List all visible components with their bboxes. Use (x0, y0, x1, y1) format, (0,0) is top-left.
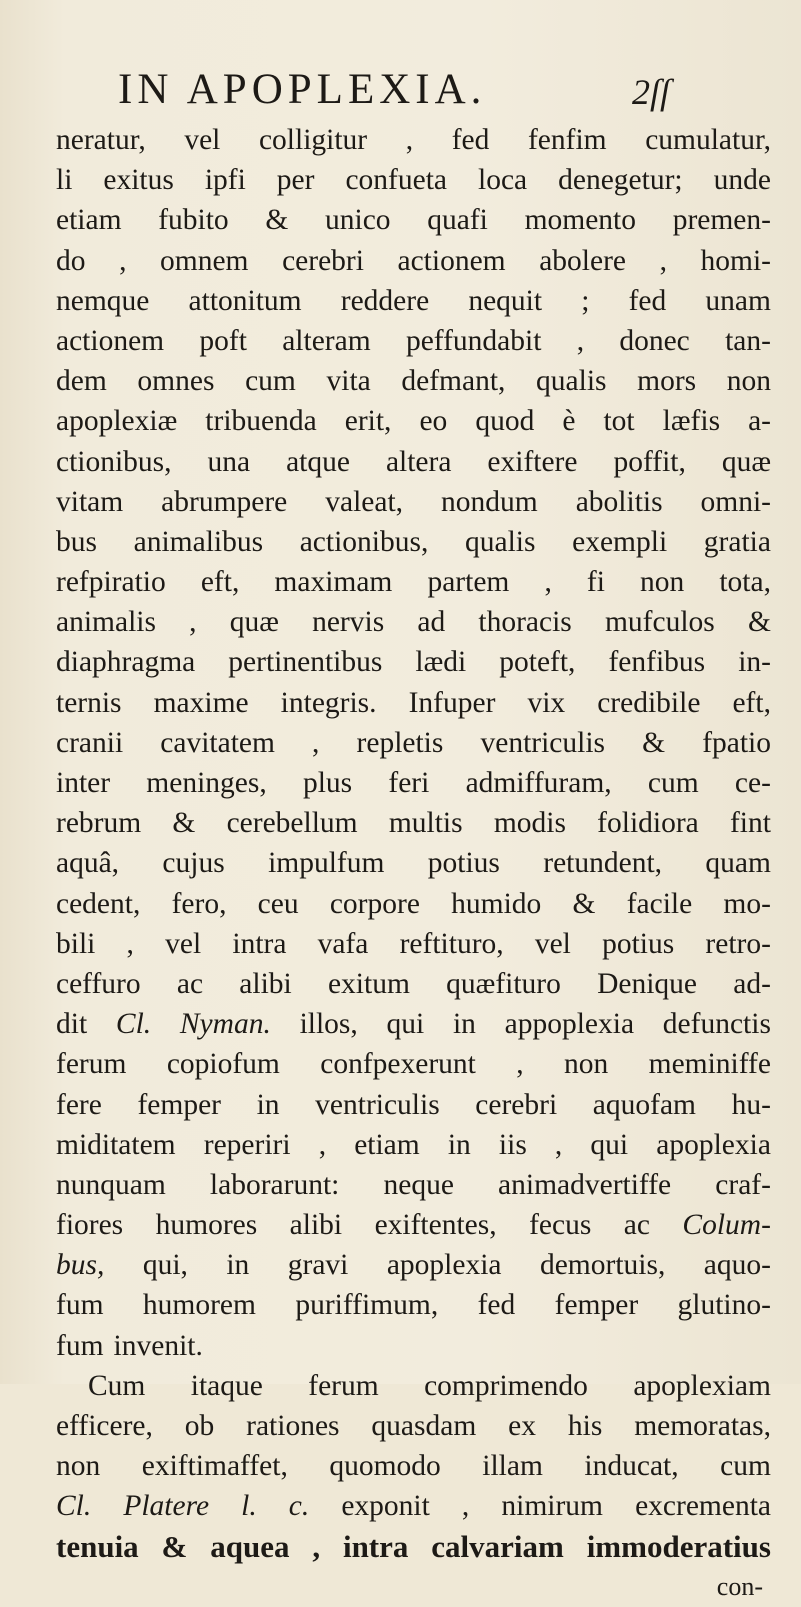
word: impulfum (268, 847, 385, 880)
word: ternis (56, 686, 122, 719)
word: ad- (733, 967, 771, 1000)
word: fenfim (527, 124, 607, 156)
text-line (56, 964, 771, 1004)
word: retundent, (543, 847, 663, 880)
text-line (56, 1004, 771, 1044)
word: ex (508, 1410, 536, 1442)
word: erit, (344, 405, 392, 438)
word: & (747, 606, 771, 639)
word: & (642, 726, 666, 759)
word: quæ (229, 606, 279, 639)
word: comprimendo (424, 1369, 588, 1402)
text-line (56, 924, 771, 964)
word: quæfituro (446, 967, 561, 1000)
text-line (56, 1165, 771, 1205)
word: mors (637, 365, 697, 398)
text-line (56, 1406, 771, 1446)
word: gratia (703, 525, 771, 558)
word: quam (705, 847, 771, 880)
word: quomodo (329, 1450, 441, 1483)
word: dem (56, 365, 107, 398)
word: tenuia (56, 1528, 139, 1564)
word: aquea (210, 1528, 290, 1564)
word: momento (524, 204, 636, 237)
word: exitum (327, 967, 410, 1000)
word: etiam (56, 204, 122, 237)
word: Infuper (408, 686, 496, 719)
text-line (56, 321, 771, 361)
word: abolitis (575, 485, 663, 518)
text-line (56, 442, 771, 482)
word: diaphragma (56, 646, 196, 679)
word: cranii (56, 726, 124, 759)
word: feri (388, 767, 430, 799)
word: meminiffe (648, 1048, 771, 1081)
word: attonitum (188, 284, 302, 317)
word: alibi (289, 1209, 343, 1242)
word: vel (534, 927, 571, 960)
word: è (562, 405, 576, 438)
word: ad (417, 606, 446, 639)
text-line (56, 361, 771, 401)
word: lædi (415, 646, 467, 679)
word: ferum (308, 1369, 379, 1402)
body-text (56, 120, 771, 1607)
word: cerebri (475, 1088, 558, 1121)
word: qualis (536, 365, 607, 398)
word: vix (527, 686, 566, 719)
word: facile (626, 887, 693, 920)
word: cerebellum (226, 807, 358, 840)
word: fere (56, 1088, 102, 1121)
word: do (56, 244, 86, 277)
word: exponit (341, 1490, 430, 1523)
text-line (56, 1486, 771, 1526)
text-line (56, 401, 771, 441)
word: maximam (274, 566, 393, 599)
word: ac (623, 1209, 650, 1242)
word: refpiratio (56, 566, 166, 599)
word: hu- (731, 1088, 771, 1121)
word: folidiora (597, 807, 699, 840)
word: fpatio (702, 726, 771, 759)
word: , (554, 1128, 563, 1161)
word: Nyman. (179, 1008, 271, 1041)
word: in (256, 1088, 280, 1121)
word: & (265, 204, 289, 237)
word: gravi (287, 1249, 349, 1282)
word: femper (554, 1289, 639, 1322)
word: omni- (700, 485, 771, 518)
word: defunctis (662, 1008, 771, 1041)
text-line (56, 281, 771, 321)
word: ceffuro (56, 967, 141, 1000)
word: per (276, 164, 315, 197)
text-line (56, 763, 771, 803)
word: inter (56, 767, 111, 799)
text-line (56, 1125, 771, 1165)
word: abrumpere (161, 485, 288, 518)
running-head (0, 68, 801, 112)
word: , (126, 927, 134, 960)
word: apoplexia (656, 1128, 771, 1161)
word: retro- (705, 927, 771, 960)
word: fum (56, 1289, 104, 1322)
word: tribuenda (205, 405, 317, 438)
word: memoratas, (634, 1410, 771, 1442)
word: corpore (329, 887, 420, 920)
word: vel (165, 927, 202, 960)
word: apoplexiæ (56, 405, 178, 438)
word: in- (738, 646, 771, 679)
word: aquo- (703, 1249, 771, 1282)
word: ceu (257, 887, 299, 920)
text-line (56, 241, 771, 281)
word: omnem (160, 244, 249, 277)
word: nemque (56, 284, 150, 317)
word: bus, (56, 1249, 105, 1282)
word: & (572, 887, 596, 920)
word: aquofam (592, 1088, 696, 1121)
word: ctionibus, (56, 445, 172, 478)
word: eo (419, 405, 448, 438)
word: vitam (56, 485, 124, 518)
word: Platere (123, 1490, 210, 1523)
word: fint (729, 807, 771, 840)
word: quasdam (371, 1410, 477, 1442)
text-line (56, 120, 771, 160)
word: , (312, 1528, 321, 1564)
word: vafa (317, 927, 369, 960)
word: exiftimaffet, (141, 1450, 288, 1483)
text-line (56, 1245, 771, 1285)
word: peffundabit (405, 324, 542, 357)
word: vel (184, 124, 221, 156)
word: cavitatem (160, 726, 275, 759)
word: , (405, 124, 414, 156)
word: animadvertiffe (498, 1168, 672, 1201)
word: non (726, 365, 771, 398)
word: premen- (672, 204, 771, 237)
word: fiores (56, 1209, 124, 1242)
word: humorem (142, 1289, 256, 1322)
word: , (189, 606, 197, 639)
word: in (447, 1128, 471, 1161)
text-line (56, 683, 771, 723)
word: apoplexiam (633, 1369, 771, 1402)
word: actionibus, (299, 525, 429, 558)
word: poft (199, 324, 247, 357)
word: invenit. (113, 1329, 203, 1362)
word: non (564, 1048, 609, 1081)
word: con- (716, 1571, 763, 1601)
word: tan- (725, 324, 771, 357)
word: laborarunt: (209, 1168, 340, 1201)
word: quod (475, 405, 535, 438)
word: etiam (354, 1128, 420, 1161)
word: exitus (103, 164, 174, 197)
word: cum (647, 767, 699, 799)
word: femper (137, 1088, 221, 1121)
word: ob (184, 1410, 215, 1442)
word: Cl. (56, 1490, 92, 1523)
word: exiftentes, (374, 1209, 497, 1242)
word: quafi (427, 204, 488, 237)
word: actionem (56, 324, 165, 357)
word: , (312, 726, 320, 759)
word: animalis (56, 606, 156, 639)
running-head-title: IN APOPLEXIA. (118, 66, 487, 113)
word: integris. (280, 686, 377, 719)
text-line (56, 1205, 771, 1245)
word: eft, (732, 686, 771, 719)
text-line (56, 562, 771, 602)
word: partem (427, 566, 510, 599)
word: ferum (56, 1048, 127, 1081)
text-line (56, 482, 771, 522)
word: potius (602, 927, 675, 960)
word: eft, (200, 566, 240, 599)
word: cum (245, 365, 296, 398)
word: pertinentibus (228, 646, 383, 679)
text-line (56, 1326, 771, 1366)
word: homi- (700, 244, 771, 277)
word: dit (56, 1008, 88, 1041)
word: fed (451, 124, 490, 156)
word: , (318, 1128, 327, 1161)
word: colligitur (258, 124, 368, 156)
word: fubito (158, 204, 229, 237)
word: demortuis, (539, 1249, 666, 1282)
word: fenfibus (608, 646, 706, 679)
word: altera (385, 445, 452, 478)
word: confpexerunt (320, 1048, 476, 1081)
word: miditatem (56, 1128, 176, 1161)
word: læfis (662, 405, 721, 438)
word: , (659, 244, 667, 277)
word: Cl. (115, 1008, 152, 1041)
word: unico (325, 204, 391, 237)
word: reftituro, (399, 927, 504, 960)
word: cumulatur, (645, 124, 771, 156)
word: fed (477, 1289, 516, 1322)
word: alibi (239, 967, 292, 1000)
text-line (56, 1527, 771, 1567)
word: cujus (162, 847, 225, 880)
word: non (56, 1450, 101, 1483)
word: modis (493, 807, 566, 840)
page-number: 2ſſ (632, 72, 671, 112)
word: tota, (719, 566, 771, 599)
word: ventriculis (315, 1088, 440, 1121)
word: & (172, 807, 196, 840)
word: reperiri (203, 1128, 291, 1161)
word: poteft, (499, 646, 576, 679)
word: reddere (340, 284, 430, 317)
word: potius (427, 847, 500, 880)
word: mo- (723, 887, 771, 920)
word: valeat, (325, 485, 404, 518)
word: denegetur; (558, 164, 683, 197)
word: illos, (299, 1008, 358, 1041)
word: l. (241, 1490, 257, 1523)
word: vita (326, 365, 371, 398)
text-line (56, 723, 771, 763)
word: , (461, 1490, 470, 1523)
word: Colum- (682, 1209, 771, 1242)
word: humido (451, 887, 542, 920)
word: fi (586, 566, 605, 599)
word: donec (619, 324, 690, 357)
word: qualis (465, 525, 536, 558)
word: tot (603, 405, 635, 438)
word: a- (748, 405, 771, 438)
word: ce- (734, 767, 771, 799)
word: , (576, 324, 585, 357)
word: non (640, 566, 685, 599)
word: iis (498, 1128, 527, 1161)
word: nimirum (501, 1490, 603, 1523)
word: Denique (597, 967, 698, 1000)
word: bili (56, 927, 96, 960)
word: atque (286, 445, 350, 478)
word: credibile (597, 686, 701, 719)
word: nequit (468, 284, 543, 317)
word: puriffimum, (295, 1289, 439, 1322)
word: efficere, (56, 1410, 153, 1442)
word: humores (155, 1209, 258, 1242)
word: Cum (88, 1369, 146, 1402)
word: excrementa (635, 1490, 771, 1523)
word: cedent, (56, 887, 141, 920)
word: fed (628, 284, 667, 317)
word: immoderatius (586, 1528, 771, 1564)
word: glutino- (677, 1289, 771, 1322)
word: copiofum (166, 1048, 280, 1081)
word: poffit, (613, 445, 686, 478)
word: admiffuram, (465, 767, 612, 799)
word: rebrum (56, 807, 142, 840)
word: intra (342, 1528, 409, 1564)
word: defmant, (401, 365, 506, 398)
word: loca (478, 164, 528, 197)
word: nunquam (56, 1168, 166, 1201)
word: exiftere (487, 445, 578, 478)
word: confueta (345, 164, 448, 197)
word: animalibus (133, 525, 264, 558)
word: in (226, 1249, 250, 1282)
word: nervis (312, 606, 385, 639)
word: fero, (171, 887, 227, 920)
text-line (56, 1285, 771, 1325)
word: mufculos (604, 606, 715, 639)
word: maxime (153, 686, 249, 719)
word: , (119, 244, 127, 277)
word: appoplexia (504, 1008, 635, 1041)
word: c. (288, 1490, 310, 1523)
word: unde (713, 164, 771, 197)
word: exempli (572, 525, 668, 558)
word: inducat, (584, 1450, 679, 1483)
word: intra (232, 927, 287, 960)
word: unam (705, 284, 771, 317)
word: ac (176, 967, 204, 1000)
word: actionem (397, 244, 506, 277)
text-line (56, 642, 771, 682)
word: omnes (137, 365, 215, 398)
word: abolere (539, 244, 626, 277)
word: , (516, 1048, 524, 1081)
text-line (56, 803, 771, 843)
word: qui (386, 1008, 425, 1041)
word: repletis (356, 726, 444, 759)
word: ventriculis (480, 726, 606, 759)
word: cum (720, 1450, 771, 1483)
word: una (207, 445, 251, 478)
text-line (56, 200, 771, 240)
text-line (56, 1044, 771, 1084)
word: craf- (715, 1168, 771, 1201)
word: apoplexia (386, 1249, 502, 1282)
text-line (56, 884, 771, 924)
word: nondum (441, 485, 538, 518)
word: calvariam (431, 1528, 564, 1564)
word: neratur, (56, 124, 146, 156)
word: & (161, 1528, 188, 1564)
word: ipfi (204, 164, 246, 197)
word: qui, (142, 1249, 188, 1282)
word: his (567, 1410, 603, 1442)
word: alteram (282, 324, 371, 357)
word: neque (383, 1168, 454, 1201)
word: quæ (721, 445, 771, 478)
text-line (56, 522, 771, 562)
word: plus (302, 767, 353, 799)
word: cerebri (282, 244, 364, 277)
text-line (56, 602, 771, 642)
word: illam (482, 1450, 543, 1483)
word: in (452, 1008, 476, 1041)
text-line (56, 1446, 771, 1486)
text-line (56, 1366, 771, 1406)
text-line (56, 160, 771, 200)
word: thoracis (478, 606, 572, 639)
word: qui (590, 1128, 629, 1161)
word: , (544, 566, 552, 599)
word: meninges, (146, 767, 267, 799)
word: multis (388, 807, 463, 840)
word: bus (56, 525, 97, 558)
word: fum (56, 1329, 104, 1362)
text-line (56, 1085, 771, 1125)
word: li (56, 164, 73, 197)
text-line (56, 843, 771, 883)
word: aquâ, (56, 847, 120, 880)
word: fecus (529, 1209, 592, 1242)
word: rationes (246, 1410, 340, 1442)
catchword (56, 1567, 771, 1607)
word: itaque (190, 1369, 263, 1402)
word: ; (581, 284, 590, 317)
